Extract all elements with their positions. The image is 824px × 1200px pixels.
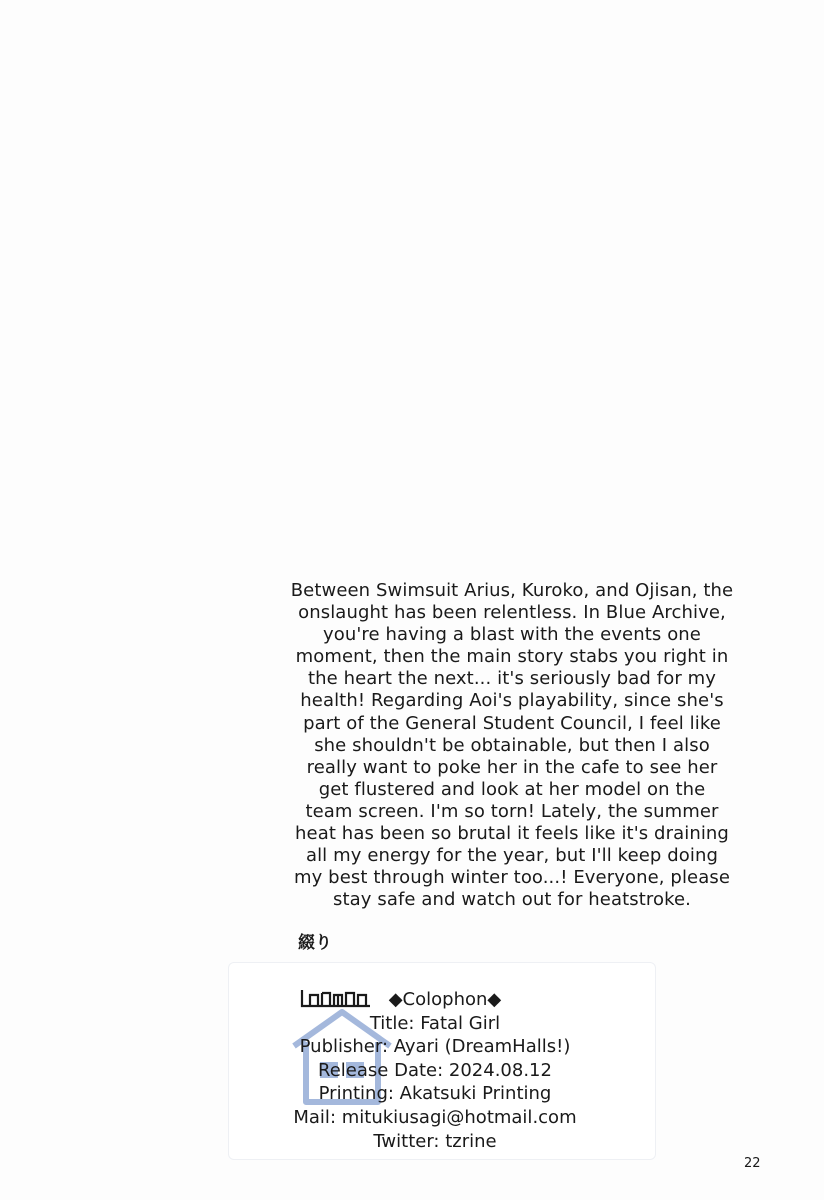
afterword-line: the heart the next... it's seriously bad for my — [307, 668, 717, 690]
afterword-line: health! Regarding Aoi's playability, since she's — [300, 690, 724, 712]
colophon-twitter: Twitter: tzrine — [373, 1130, 497, 1152]
afterword-line: stay safe and watch out for heatstroke. — [333, 889, 691, 911]
afterword-line: onslaught has been relentless. In Blue Archive, — [298, 602, 726, 624]
afterword-line: really want to poke her in the cafe to see her — [306, 756, 718, 778]
colophon — [250, 988, 620, 1153]
colophon-heading: ◆Colophon◆ — [388, 989, 502, 1010]
afterword-line: part of the General Student Council, I feel like — [303, 712, 721, 734]
afterword-line: team screen. I'm so torn! Lately, the summer — [305, 800, 719, 822]
afterword-line: moment, then the main story stabs you right in — [295, 646, 729, 668]
afterword-line: all my energy for the year, but I'll keep doing — [305, 845, 719, 867]
colophon-publisher: Publisher: Ayari (DreamHalls!) — [299, 1036, 571, 1058]
colophon-printing: Printing: Akatsuki Printing — [318, 1083, 552, 1105]
colophon-title: Title: Fatal Girl — [369, 1012, 501, 1034]
page-number: 22 — [744, 1156, 761, 1171]
afterword-line: you're having a blast with the events one — [323, 624, 701, 646]
afterword-text — [262, 580, 762, 911]
colophon-mail: Mail: mitukiusagi@hotmail.com — [293, 1106, 577, 1128]
colophon-release-date: Release Date: 2024.08.12 — [318, 1059, 552, 1081]
author-signature: 綴り — [298, 933, 332, 953]
afterword-line: Between Swimsuit Arius, Kuroko, and Ojisan, the — [290, 580, 734, 601]
afterword-line: she shouldn't be obtainable, but then I also — [314, 734, 710, 756]
afterword-line: get flustered and look at her model on the — [318, 778, 706, 800]
afterword-line: heat has been so brutal it feels like it's draining — [295, 823, 729, 845]
afterword-line: my best through winter too...! Everyone, please — [293, 867, 731, 889]
